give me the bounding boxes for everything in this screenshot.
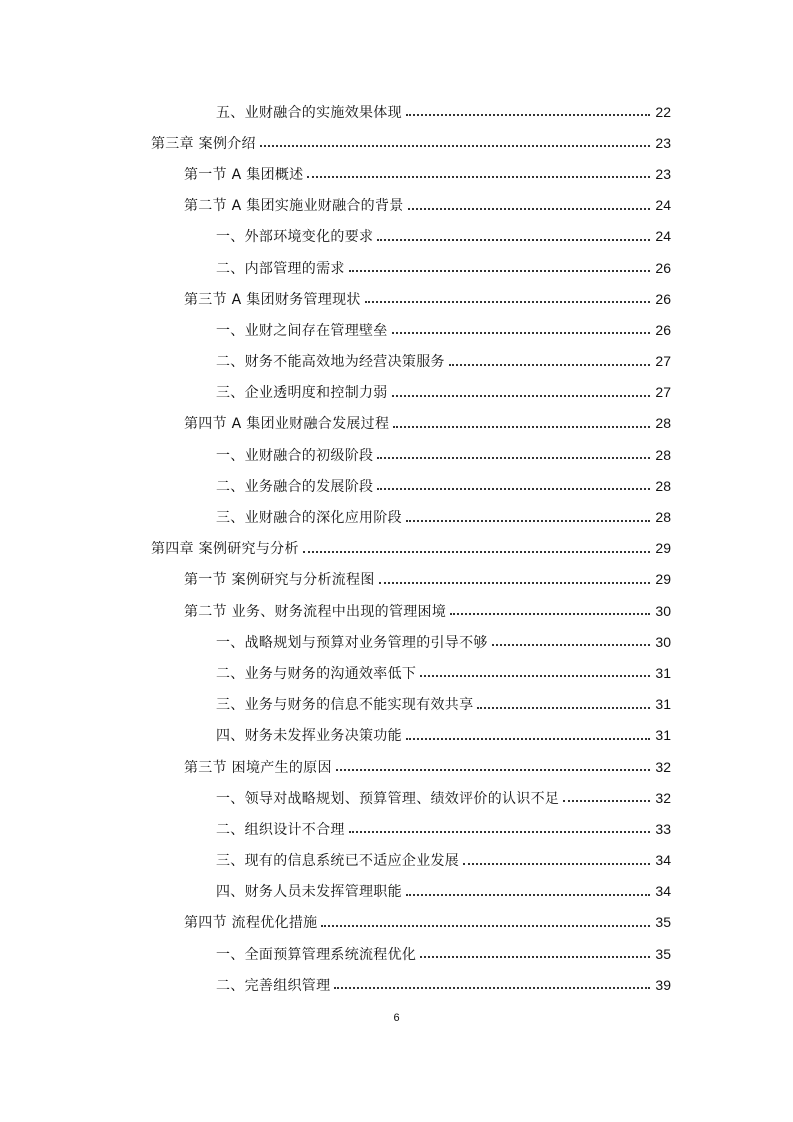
toc-entry-page: 30 [655, 602, 671, 619]
toc-leader-dots [321, 924, 650, 927]
toc-entry-title: 二、完善组织管理 [216, 977, 331, 994]
toc-entry[interactable] [0, 533, 793, 564]
toc-entry-title: 第三节 A 集团财务管理现状 [184, 291, 361, 308]
toc-leader-dots [450, 612, 650, 615]
toc-leader-dots [303, 550, 650, 553]
toc-entry-page: 33 [655, 820, 671, 837]
page-number: 6 [393, 1012, 400, 1024]
toc-entry-title: 三、企业透明度和控制力弱 [216, 385, 388, 402]
toc-leader-dots [379, 581, 650, 584]
toc-entry[interactable] [0, 720, 793, 751]
toc-entry-title: 一、业财之间存在管理壁垒 [216, 322, 388, 339]
toc-leader-dots [408, 207, 650, 210]
toc-leader-dots [420, 674, 650, 677]
toc-entry[interactable] [0, 252, 793, 283]
toc-entry-title: 二、财务不能高效地为经营决策服务 [216, 354, 445, 371]
toc-leader-dots [377, 456, 650, 459]
toc-entry-title: 第二节 业务、财务流程中出现的管理困境 [184, 603, 447, 620]
table-of-contents [0, 96, 793, 1000]
toc-entry-page: 27 [655, 384, 671, 401]
toc-entry-page: 29 [655, 540, 671, 557]
toc-entry-title: 一、全面预算管理系统流程优化 [216, 946, 417, 963]
toc-leader-dots [307, 175, 650, 178]
toc-entry-title: 第二节 A 集团实施业财融合的背景 [184, 198, 404, 215]
toc-entry-page: 23 [655, 134, 671, 151]
toc-entry-title: 一、业财融合的初级阶段 [216, 447, 374, 464]
toc-entry-title: 三、业务与财务的信息不能实现有效共享 [216, 697, 474, 714]
toc-leader-dots [406, 893, 650, 896]
toc-entry[interactable] [0, 782, 793, 813]
toc-entry[interactable] [0, 96, 793, 127]
toc-entry-page: 28 [655, 415, 671, 432]
toc-entry-page: 26 [655, 259, 671, 276]
toc-entry[interactable] [0, 751, 793, 782]
toc-entry[interactable] [0, 564, 793, 595]
toc-entry[interactable] [0, 346, 793, 377]
toc-entry-page: 31 [655, 727, 671, 744]
toc-leader-dots [492, 643, 650, 646]
toc-entry-page: 30 [655, 633, 671, 650]
toc-leader-dots [336, 768, 650, 771]
toc-entry[interactable] [0, 127, 793, 158]
toc-leader-dots [260, 144, 650, 147]
toc-entry-page: 35 [655, 945, 671, 962]
toc-entry-page: 31 [655, 696, 671, 713]
toc-entry-page: 28 [655, 446, 671, 463]
toc-entry-title: 二、业务与财务的沟通效率低下 [216, 665, 417, 682]
toc-entry[interactable] [0, 190, 793, 221]
toc-leader-dots [406, 737, 650, 740]
toc-entry[interactable] [0, 657, 793, 688]
toc-entry-title: 三、业财融合的深化应用阶段 [216, 510, 402, 527]
toc-leader-dots [349, 830, 650, 833]
toc-entry[interactable] [0, 283, 793, 314]
toc-entry-page: 32 [655, 789, 671, 806]
toc-entry[interactable] [0, 907, 793, 938]
toc-entry-title: 第四章 案例研究与分析 [151, 541, 299, 558]
toc-entry-title: 第一节 A 集团概述 [184, 166, 304, 183]
toc-entry-page: 22 [655, 103, 671, 120]
toc-entry[interactable] [0, 314, 793, 345]
toc-entry-title: 一、外部环境变化的要求 [216, 229, 374, 246]
toc-leader-dots [377, 487, 650, 490]
toc-entry-title: 二、业务融合的发展阶段 [216, 478, 374, 495]
toc-entry[interactable] [0, 439, 793, 470]
toc-leader-dots [392, 331, 650, 334]
toc-entry-page: 23 [655, 165, 671, 182]
toc-entry-page: 35 [655, 914, 671, 931]
toc-leader-dots [449, 363, 650, 366]
toc-entry[interactable] [0, 595, 793, 626]
toc-leader-dots [349, 269, 650, 272]
toc-entry[interactable] [0, 501, 793, 532]
toc-leader-dots [377, 238, 650, 241]
toc-entry-page: 28 [655, 477, 671, 494]
toc-entry-title: 四、财务人员未发挥管理职能 [216, 884, 402, 901]
toc-entry-page: 24 [655, 197, 671, 214]
toc-entry[interactable] [0, 626, 793, 657]
toc-entry-title: 二、内部管理的需求 [216, 260, 345, 277]
toc-entry-title: 一、领导对战略规划、预算管理、绩效评价的认识不足 [216, 790, 560, 807]
toc-entry-title: 四、财务未发挥业务决策功能 [216, 728, 402, 745]
toc-entry[interactable] [0, 377, 793, 408]
toc-entry[interactable] [0, 221, 793, 252]
toc-leader-dots [365, 300, 650, 303]
toc-leader-dots [406, 519, 650, 522]
toc-entry[interactable] [0, 938, 793, 969]
toc-entry-page: 26 [655, 290, 671, 307]
toc-entry-page: 39 [655, 976, 671, 993]
toc-leader-dots [420, 955, 650, 958]
toc-leader-dots [393, 425, 650, 428]
toc-entry-page: 24 [655, 228, 671, 245]
toc-leader-dots [406, 113, 650, 116]
toc-leader-dots [563, 799, 650, 802]
toc-entry-page: 28 [655, 509, 671, 526]
toc-entry[interactable] [0, 876, 793, 907]
toc-leader-dots [334, 986, 650, 989]
toc-entry-title: 第四节 A 集团业财融合发展过程 [184, 416, 390, 433]
toc-entry[interactable] [0, 689, 793, 720]
toc-entry-title: 一、战略规划与预算对业务管理的引导不够 [216, 634, 488, 651]
toc-entry-title: 三、现有的信息系统已不适应企业发展 [216, 853, 460, 870]
toc-entry-page: 31 [655, 664, 671, 681]
toc-entry[interactable] [0, 845, 793, 876]
toc-entry[interactable] [0, 813, 793, 844]
toc-entry[interactable] [0, 470, 793, 501]
toc-entry-page: 29 [655, 571, 671, 588]
toc-entry-title: 第一节 案例研究与分析流程图 [184, 572, 375, 589]
toc-entry-page: 26 [655, 321, 671, 338]
toc-entry-title: 第三章 案例介绍 [151, 135, 256, 152]
toc-entry-page: 34 [655, 883, 671, 900]
toc-leader-dots [392, 394, 650, 397]
toc-entry-page: 34 [655, 852, 671, 869]
toc-entry[interactable] [0, 158, 793, 189]
toc-entry-title: 二、组织设计不合理 [216, 821, 345, 838]
toc-entry[interactable] [0, 408, 793, 439]
toc-entry-title: 第四节 流程优化措施 [184, 915, 318, 932]
toc-entry-page: 27 [655, 353, 671, 370]
toc-entry[interactable] [0, 969, 793, 1000]
toc-entry-page: 32 [655, 758, 671, 775]
toc-leader-dots [463, 862, 650, 865]
toc-entry-title: 五、业财融合的实施效果体现 [216, 104, 402, 121]
toc-entry-title: 第三节 困境产生的原因 [184, 759, 332, 776]
toc-leader-dots [477, 706, 650, 709]
